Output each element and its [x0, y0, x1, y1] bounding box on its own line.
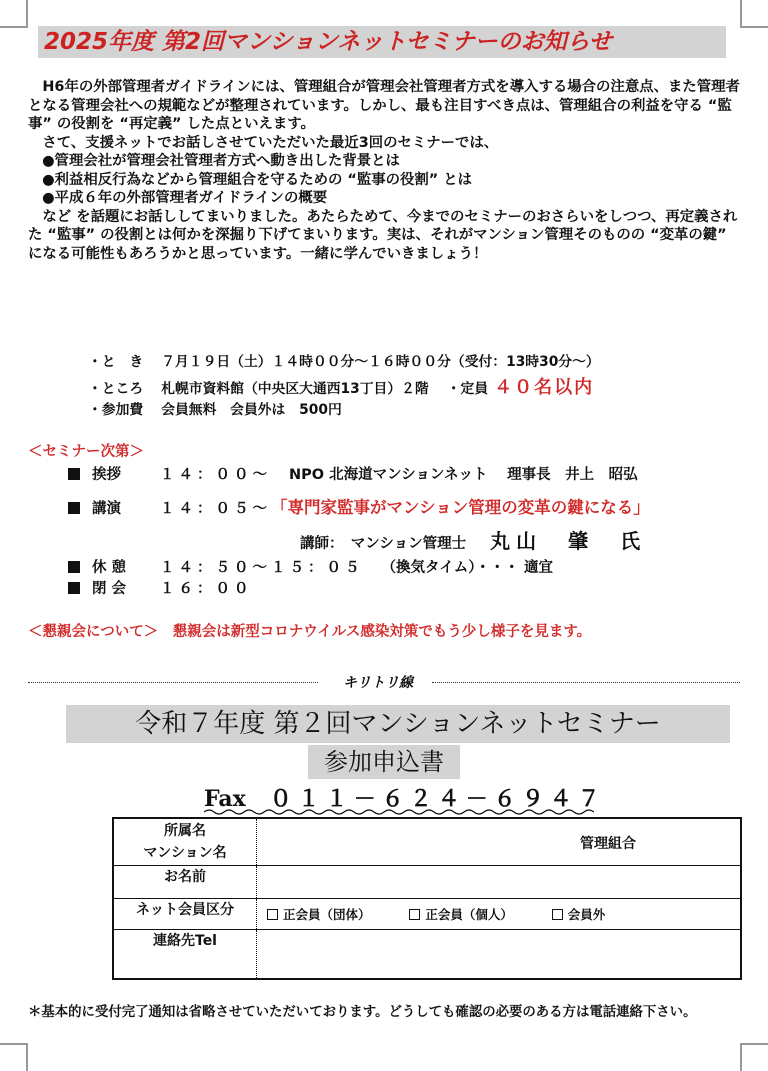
- cut-line-left: [28, 682, 318, 683]
- intro-paragraph-3: など を話題にお話ししてまいりました。あたらためて、今までのセミナーのおさらいをしつつ、再定義された “監事” の役割とは何かを深掘り下げてまいります。実は、それがマンション管理そのものの “変革の鍵” になる可能性もあろうかと思っています。一緒に学んでいきましょう！: [28, 208, 738, 262]
- affiliation-label-1: 所属名: [164, 823, 206, 839]
- greeting-label: 挨拶: [92, 467, 121, 483]
- intro-paragraph-2: さて、支援ネットでお話しさせていただいた最近3回のセミナーでは、: [42, 134, 499, 151]
- name-label: お名前: [113, 866, 257, 899]
- intro-bullet: ●平成６年の外部管理者ガイドラインの概要: [42, 190, 328, 206]
- application-form-table: [112, 817, 742, 980]
- intro-paragraph-1: H6年の外部管理者ガイドラインには、管理組合が管理会社管理者方式を導入する場合の注意点、また管理者となる管理会社への規範などが整理されています。しかし、最も注目すべき点は、管理組合の利益を守る “監事” の役割を “再定義” した点といえます。: [28, 79, 740, 132]
- cut-line-label: キリトリ線: [343, 675, 413, 691]
- break-time: １４：５０～１５：０５: [160, 560, 364, 576]
- fax-wavy-underline: [204, 808, 594, 816]
- close-label: 閉 会: [92, 581, 127, 597]
- affiliation-input[interactable]: [257, 818, 742, 866]
- crop-mark-top-left: [0, 0, 28, 28]
- program-greeting: [68, 463, 638, 484]
- program-lecturer: [300, 525, 646, 554]
- form-title: 令和７年度 第２回マンションネットセミナー: [135, 709, 661, 739]
- membership-label: ネット会員区分: [113, 899, 257, 930]
- form-row-name: [113, 866, 741, 899]
- lecture-time: １４：０５～: [160, 501, 271, 517]
- date-value: ７月１９日（土）１４時００分～１６時００分（受付：13時30分～）: [161, 354, 600, 370]
- program-break: [68, 556, 553, 577]
- membership-option-label: 正会員（団体）: [283, 907, 371, 922]
- affiliation-label-2: マンション名: [143, 845, 227, 861]
- lecturer-name: 丸山 肇 氏: [490, 529, 647, 553]
- membership-option-label: 会員外: [567, 907, 606, 922]
- form-row-contact: [113, 930, 741, 980]
- square-bullet-icon: [68, 468, 80, 480]
- square-bullet-icon: [68, 502, 80, 514]
- name-input[interactable]: [257, 866, 742, 899]
- info-date: [88, 350, 748, 370]
- social-notice: ＜懇親会について＞ 懇親会は新型コロナウイルス感染対策でもう少し様子を見ます。: [28, 624, 592, 640]
- checkbox-icon[interactable]: [409, 909, 420, 920]
- square-bullet-icon: [68, 561, 80, 573]
- info-place: [88, 373, 748, 399]
- capacity-value: ４０名以内: [494, 377, 595, 398]
- crop-mark-top-right: [740, 0, 768, 28]
- membership-option-group[interactable]: [267, 907, 371, 922]
- greeting-time: １４：００～: [160, 467, 271, 483]
- info-fee: [88, 398, 748, 418]
- place-label: ・ところ: [88, 381, 144, 397]
- contact-label: 連絡先Tel: [113, 930, 257, 980]
- footnote: ＊基本的に受付完了通知は省略させていただいております。どうしても確認の必要のある方は電話連絡下さい。: [28, 1005, 697, 1020]
- intro-bullet: ●利益相反行為などから管理組合を守るための “監事の役割” とは: [42, 171, 473, 188]
- greeting-detail: NPO 北海道マンションネット 理事長 井上 昭弘: [289, 467, 638, 483]
- form-subtitle: 参加申込書: [324, 748, 444, 776]
- membership-option-nonmember[interactable]: [552, 907, 606, 922]
- square-bullet-icon: [68, 582, 80, 594]
- lecture-title: 「専門家監事がマンション管理の変革の鍵になる」: [271, 498, 650, 517]
- membership-option-individual[interactable]: [409, 907, 513, 922]
- fax-number: ０１１－６２４－６９４７: [269, 786, 606, 812]
- crop-mark-bottom-left: [0, 1043, 28, 1071]
- close-time: １６：００: [160, 581, 253, 597]
- cut-line: [28, 672, 740, 692]
- form-row-membership: [113, 899, 741, 930]
- crop-mark-bottom-right: [740, 1043, 768, 1071]
- cut-line-right: [432, 682, 740, 683]
- lecturer-label: 講師： マンション管理士: [300, 536, 467, 552]
- program-close: [68, 577, 253, 598]
- page-title: 2025年度 第2回マンションネットセミナーのお知らせ: [44, 29, 612, 55]
- affiliation-label-cell: [113, 818, 257, 866]
- contact-input[interactable]: [257, 930, 742, 980]
- checkbox-icon[interactable]: [267, 909, 278, 920]
- break-detail: （換気タイム）・・・ 適宜: [381, 560, 554, 576]
- affiliation-suffix: 管理組合: [580, 836, 636, 852]
- checkbox-icon[interactable]: [552, 909, 563, 920]
- capacity-label: ・定員: [446, 381, 489, 397]
- program-heading: ＜セミナー次第＞: [28, 444, 144, 460]
- form-row-affiliation: [113, 818, 741, 866]
- membership-option-label: 正会員（個人）: [425, 907, 513, 922]
- lecture-label: 講演: [92, 501, 121, 517]
- program-lecture: [68, 494, 650, 518]
- fax-label: Fax: [204, 786, 246, 812]
- fee-label: ・参加費: [88, 402, 144, 418]
- intro-section: [28, 78, 740, 263]
- place-value: 札幌市資料館（中央区大通西13丁目）２階: [161, 381, 429, 397]
- date-label: ・と き: [88, 354, 144, 370]
- membership-options: [257, 899, 742, 930]
- break-label: 休 憩: [92, 560, 127, 576]
- intro-bullet: ●管理会社が管理会社管理者方式へ動き出した背景とは: [42, 153, 400, 169]
- fee-value: 会員無料 会員外は 500円: [161, 402, 342, 418]
